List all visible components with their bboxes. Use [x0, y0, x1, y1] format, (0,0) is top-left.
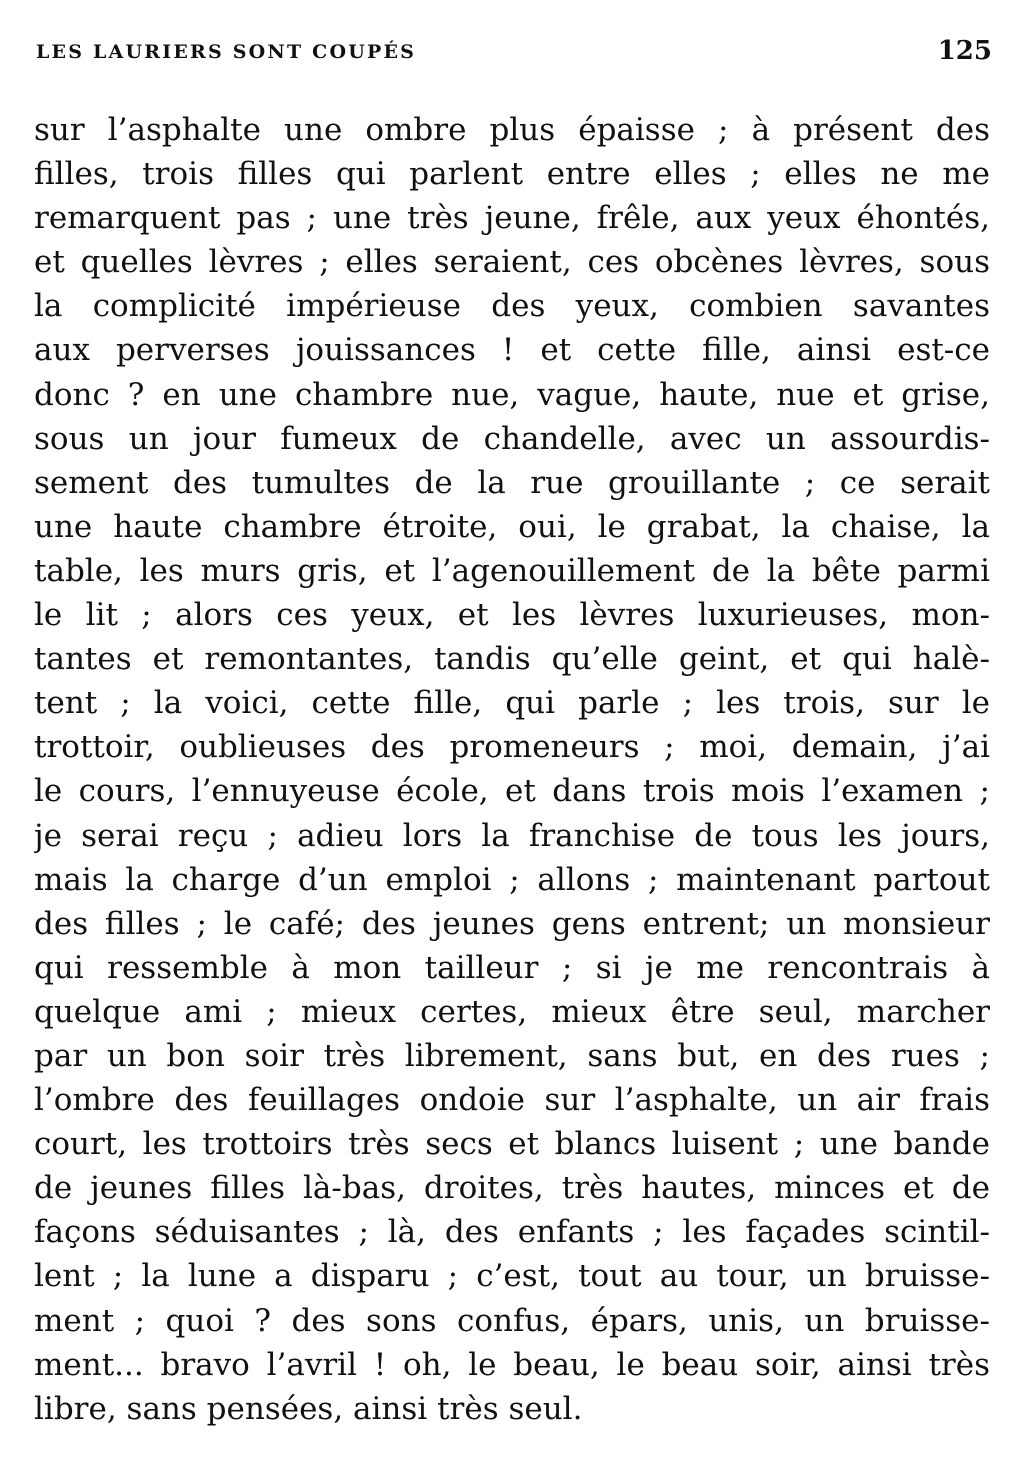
- text-line: court, les trottoirs très secs et blancs luisent ; une bande: [34, 1126, 990, 1163]
- text-line: aux perverses jouissances ! et cette fille, ainsi est-ce: [34, 332, 990, 369]
- text-line: qui ressemble à mon tailleur ; si je me rencontrais à: [34, 949, 990, 986]
- text-line: la complicité impérieuse des yeux, combien savantes: [34, 288, 990, 325]
- text-line: table, les murs gris, et l’agenouillement de la bête parmi: [34, 552, 990, 589]
- page-number: 125: [937, 36, 992, 66]
- body-text: [34, 108, 990, 1431]
- text-line: donc ? en une chambre nue, vague, haute, nue et grise,: [34, 376, 990, 413]
- text-line: trottoir, oublieuses des promeneurs ; moi, demain, j’ai: [34, 729, 990, 766]
- text-line: mais la charge d’un emploi ; allons ; maintenant partout: [34, 861, 990, 898]
- text-line: tent ; la voici, cette fille, qui parle ; les trois, sur le: [34, 685, 990, 722]
- text-line: par un bon soir très librement, sans but, en des rues ;: [34, 1037, 990, 1074]
- text-line: le cours, l’ennuyeuse école, et dans trois mois l’examen ;: [34, 773, 990, 810]
- text-line: filles, trois filles qui parlent entre elles ; elles ne me: [34, 156, 990, 193]
- text-line: ment... bravo l’avril ! oh, le beau, le beau soir, ainsi très: [34, 1346, 990, 1383]
- text-line: remarquent pas ; une très jeune, frêle, aux yeux éhontés,: [34, 200, 990, 237]
- text-line: je serai reçu ; adieu lors la franchise de tous les jours,: [34, 817, 990, 854]
- text-line: sement des tumultes de la rue grouillante ; ce serait: [34, 464, 990, 501]
- text-line: libre, sans pensées, ainsi très seul.: [34, 1390, 583, 1427]
- text-line: ment ; quoi ? des sons confus, épars, unis, un bruisse-: [34, 1302, 990, 1339]
- text-line: et quelles lèvres ; elles seraient, ces obcènes lèvres, sous: [34, 244, 990, 281]
- text-line: façons séduisantes ; là, des enfants ; les façades scintil-: [34, 1214, 990, 1251]
- text-line: sous un jour fumeux de chandelle, avec un assourdis-: [34, 420, 990, 457]
- running-title: LES LAURIERS SONT COUPÉS: [36, 41, 417, 63]
- text-line: le lit ; alors ces yeux, et les lèvres luxurieuses, mon-: [34, 597, 990, 634]
- text-line: une haute chambre étroite, oui, le grabat, la chaise, la: [34, 508, 990, 545]
- text-line: tantes et remontantes, tandis qu’elle geint, et qui halè-: [34, 641, 990, 678]
- text-line: l’ombre des feuillages ondoie sur l’asphalte, un air frais: [34, 1082, 990, 1119]
- text-line: de jeunes filles là-bas, droites, très hautes, minces et de: [34, 1170, 990, 1207]
- text-line: des filles ; le café; des jeunes gens entrent; un monsieur: [34, 905, 990, 942]
- text-line: lent ; la lune a disparu ; c’est, tout au tour, un bruisse-: [34, 1258, 990, 1295]
- text-line: sur l’asphalte une ombre plus épaisse ; à présent des: [34, 112, 990, 148]
- text-line: quelque ami ; mieux certes, mieux être seul, marcher: [34, 993, 990, 1030]
